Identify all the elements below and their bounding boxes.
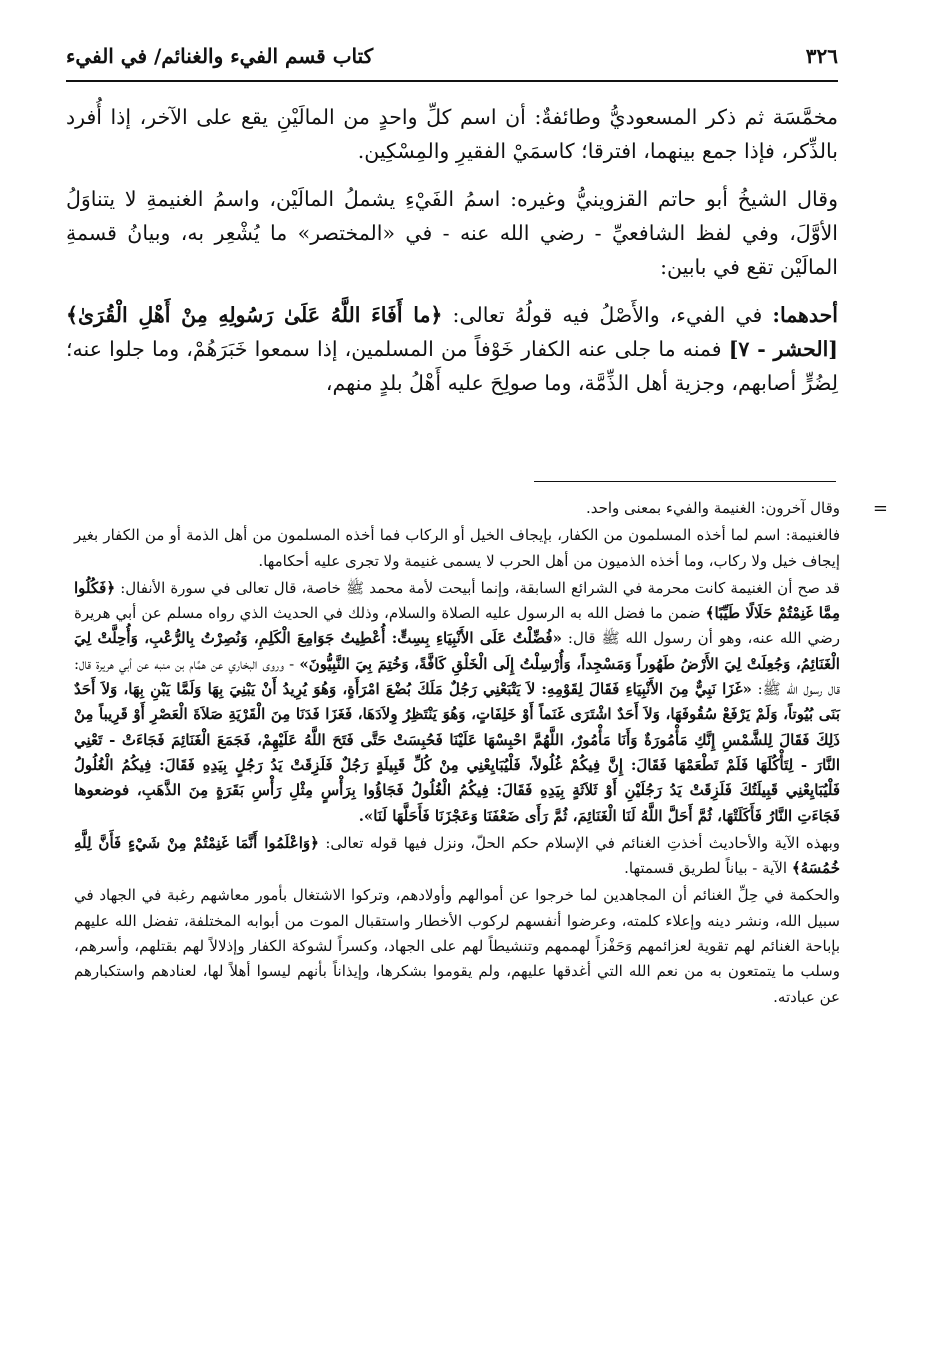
footnote-paragraph <box>74 496 888 521</box>
text-run: فمنه ما جلى عنه الكفار خَوْفاً من المسلمين، إذا سمعوا خَبَرَهُمْ، وما جلوا عنه؛ لِضُرٍّ أصابهم، وجزية أهل الذِّمَّة، وما صولِحَ عليه أَهْلُ بلدٍ منهم، <box>66 337 838 395</box>
header-divider <box>66 80 838 82</box>
text-run: في الفيء، والأَصْلُ فيه قولُهُ تعالى: <box>452 303 763 327</box>
text-run: قد صح أن الغنيمة كانت محرمة في الشرائع السابقة، وإنما أبيحت لأمة محمد ﷺ خاصة، قال تعالى في سورة الأنفال: <box>120 578 840 597</box>
text-run: - وروى البخاري عن همَّام بن منبه عن أبي هريرة قال: قال رسول الله ﷺ: <box>74 654 840 699</box>
footnote-paragraph <box>74 576 840 829</box>
main-paragraph <box>66 298 838 400</box>
quran-verse: ﴿وَاعْلَمُوا أَنَّمَا غَنِمْتُمْ مِنْ شَيْءٍ فَأَنَّ لِلَّهِ خُمُسَهُ﴾ <box>74 833 840 878</box>
footnote-divider <box>534 481 836 482</box>
page-number: ٣٢٦ <box>805 44 838 68</box>
footnote-paragraph <box>74 831 840 882</box>
footnotes <box>74 496 888 1012</box>
quran-verse: ﴿فَكُلُوا مِمَّا غَنِمْتُمْ حَلَالًا طَيِّبًا﴾ <box>74 578 841 623</box>
quran-verse: ﴿ما أَفَاءَ اللَّهُ عَلَىٰ رَسُولِهِ مِنْ أَهْلِ الْقُرَىٰ﴾ [الحشر - ٧] <box>66 303 838 361</box>
footnote-paragraph: فالغنيمة: اسم لما أخذه المسلمون من الكفار، بإيجاف الخيل أو الركاب فما أخذه المسلمون من أهل الذمة أو من الكفار بغير إيجاف خيل ولا ركاب، وما أخذه الذميون من أهل الحرب لا يسمى غنيمة ولا تجرى عليه أحكامها. <box>74 526 840 570</box>
section-lead: أحدهما: <box>772 303 838 327</box>
running-title: كتاب قسم الفيء والغنائم/ في الفيء <box>66 44 374 68</box>
text-run: وقال آخرون: الغنيمة والفيء بمعنى واحد. <box>585 499 840 517</box>
footnote-paragraph: والحكمة في حِلِّ الغنائم أن المجاهدين لما خرجوا عن أموالهم وأولادهم، وتركوا الاشتغال بأمور معاشهم رغبة في الجهاد في سبيل الله، ونشر دينه وإعلاء كلمته، وعرضوا أنفسهم لركوب الأخطار واستقبال الموت من أبوابه المختلفة، تفضل الله عليهم بإباحة الغنائم لهم تقوية لعزائمهم وَحَفْزاً لهممهم وتنشيطاً لهم على الجهاد، وكسراً لشوكة الكفار وإذلالاً لهم بقتلهم، وأسرهم، وسلب ما يتمتعون به من نعم الله التي أغدقها عليهم، ولم يقوموا بشكرها، وإيذاناً بأنهم ليسوا أهلاً لها، لعنادهم واستكبارهم عن عبادته. <box>74 886 840 1006</box>
hadith-quote: «غَزَا نَبِيٌّ مِنَ الأَنْبِيَاءِ فَقَالَ لِقَوْمِهِ: لاَ يَتْبَعْنِي رَجُلٌ مَلَكَ بُضْعَ امْرَأَةٍ، وَهُوَ يُرِيدُ أَنْ يَبْنِيَ بِهَا وَلَمَّا يَبْنِ بِهَا، وَلاَ أَحَدٌ بَنَى بُيُوتاً، وَلَمْ يَرْفَعْ سُقُوفَهَا، وَلاَ أَحَدٌ اشْتَرَى غَنَماً أَوْ خَلِفَاتٍ، وَهُوَ يَنْتَظِرُ وِلاَدَهَا، فَغَزَا فَدَنَا مِنَ الْقَرْيَةِ صَلاَةَ الْعَصْرِ أَوْ قَرِيباً مِنْ ذَلِكَ فَقَالَ لِلشَّمْسِ إِنَّكِ مَأْمُورَةٌ وَأَنَا مَأْمُورٌ، اللَّهُمَّ احْبِسْهَا عَلَيْنَا فَحُبِسَتْ حَتَّى فَتَحَ اللَّهُ عَلَيْهِمْ، فَجَمَعَ الْغَنَائِمَ فَجَاءَتْ - تَعْنِي النَّارَ - لِتَأْكُلَهَا فَلَمْ تَطْعَمْهَا فَقَالَ: إِنَّ فِيكُمْ غُلُولاً، فَلْيُبَايِعْنِي مِنْ كُلِّ قَبِيلَةٍ رَجُلٌ فَلَزِقَتْ يَدُ رَجُلٍ بِيَدِهِ فَقَالَ: فِيكُمُ الْغُلُولُ فَلْيُبَايِعْنِي قَبِيلَتُكَ فَلَزِقَتْ يَدُ رَجُلَيْنِ أَوْ ثَلاَثَةٍ بِيَدِهِ فَقَالَ: فِيكُمُ الْغُلُولُ فَجَاؤُوا بِرَأْسٍ مِثْلِ رَأْسِ بَقَرَةٍ مِنَ الذَّهَبِ، فوضعوها فَجَاءَتِ النَّارُ فَأَكَلَتْهَا، ثُمَّ أَحَلَّ اللَّهُ لَنَا الْغَنَائِمَ، ثُمَّ رَأَى ضَعْفَنَا وَعَجْزَنَا فَأَحَلَّهَا لَنَا». <box>74 680 840 825</box>
page-header <box>66 36 838 76</box>
continuation-marker: = <box>872 498 888 519</box>
main-text <box>66 100 838 414</box>
text-run: وبهذه الآية والأحاديث أخذتِ الغنائم في الإسلام حكم الحلّ، ونزل فيها قوله تعالى: <box>325 833 840 852</box>
hadith-quote: «فُضِّلْتُ عَلَى الأَنْبِيَاءِ بِسِتٍّ: أُعْطِيتُ جَوَامِعَ الْكَلِمِ، وَنُصِرْتُ بِالرُّعْبِ، وَأُحِلَّتْ لِيَ الْغَنَائِمُ، وَجُعِلَتْ لِيَ الأَرْضُ طَهُوراً وَمَسْجِداً، وَأُرْسِلْتُ إِلَى الْخَلْقِ كَافَّةً، وَخُتِمَ بِيَ النَّبِيُّونَ» <box>74 629 840 673</box>
text-run: الآية - بياناً لطريق قسمتها. <box>624 859 788 878</box>
main-paragraph: مخمَّسَة ثم ذكر المسعوديُّ وطائفةٌ: أن اسم كلِّ واحدٍ من المالَيْنِ يقع على الآخر، إذا أُفرد بالذِّكر، فإذا جمع بينهما، افترقا؛ كاسمَيْ الفقيرِ والمِسْكِين. <box>66 105 838 163</box>
text-run: ضمن ما فضل الله به الرسول عليه الصلاة والسلام، وذلك في الحديث الذي رواه مسلم عن أبي هريرة رضي الله عنه، وهو أن رسول الله ﷺ قال: <box>74 604 840 648</box>
main-paragraph: وقال الشيخُ أبو حاتم القزوينيُّ وغيره: اسمُ الفَيْءِ يشملُ المالَيْن، واسمُ الغنيمةِ لا يتناوَلُ الأوَّلَ، وفي لفظ الشافعيِّ - رضي الله عنه - في «المختصر» ما يُشْعِر به، وبيانُ قسمةِ المالَيْن تقع في بابين: <box>66 187 838 279</box>
